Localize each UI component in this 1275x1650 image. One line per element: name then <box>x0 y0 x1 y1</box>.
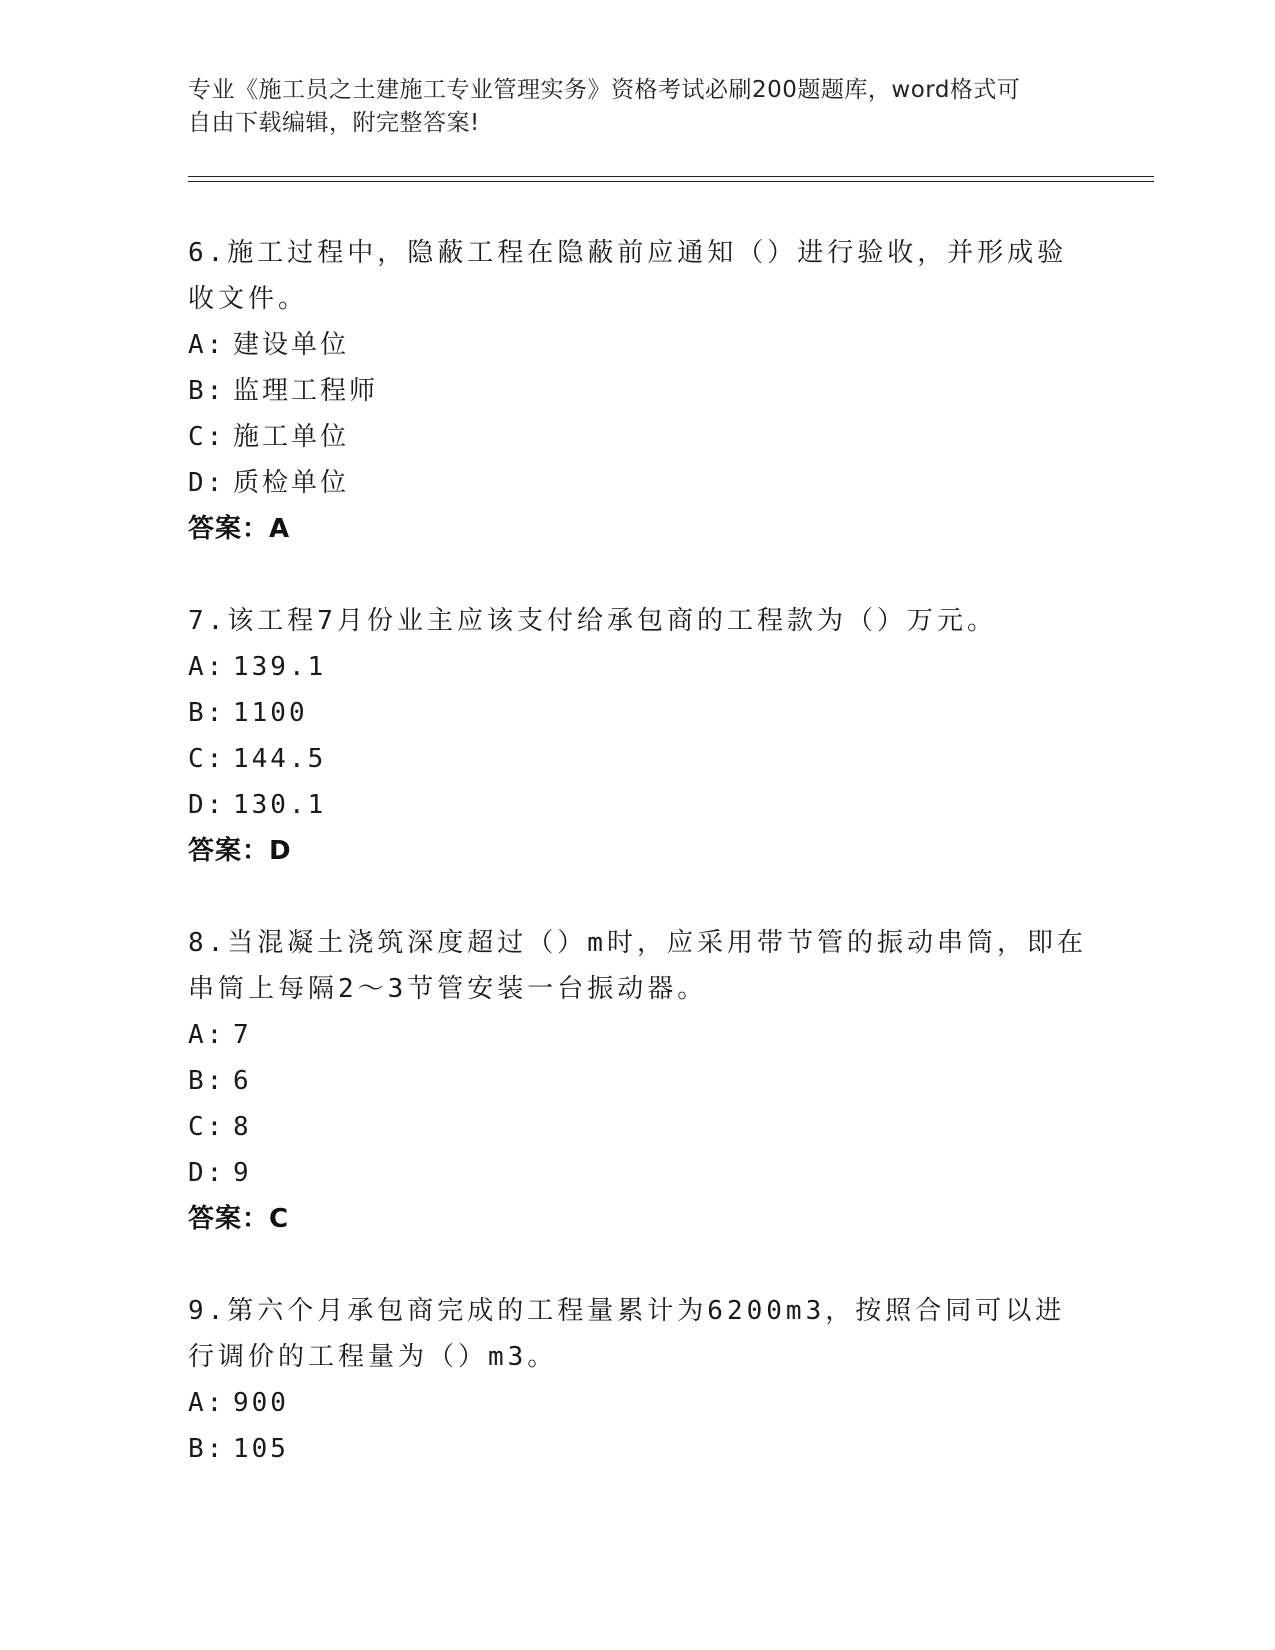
option-letter: B: <box>188 1066 226 1096</box>
answer-line: 答案：C <box>188 1204 290 1234</box>
option-a <box>188 1380 1088 1426</box>
document-header <box>188 74 1068 140</box>
question-8 <box>188 920 1088 1242</box>
question-stem: 7.该工程7月份业主应该支付给承包商的工程款为（）万元。 <box>188 606 997 636</box>
option-a <box>188 1012 1088 1058</box>
question-list <box>188 230 1088 1518</box>
option-letter: A: <box>188 1020 226 1050</box>
question-7 <box>188 598 1088 874</box>
option-b <box>188 1058 1088 1104</box>
option-text: 144.5 <box>233 744 327 774</box>
option-d <box>188 1150 1088 1196</box>
option-d <box>188 460 1088 506</box>
option-text: 建设单位 <box>233 330 350 360</box>
option-text: 质检单位 <box>233 468 350 498</box>
option-text: 1100 <box>233 698 308 728</box>
question-stem: 9.第六个月承包商完成的工程量累计为6200m3，按照合同可以进行调价的工程量为（）m3。 <box>188 1296 1066 1372</box>
option-letter: B: <box>188 1434 226 1464</box>
option-letter: C: <box>188 422 226 452</box>
option-c <box>188 1104 1088 1150</box>
option-letter: B: <box>188 376 226 406</box>
option-text: 105 <box>233 1434 289 1464</box>
question-9 <box>188 1288 1088 1472</box>
header-line-2: 自由下载编辑，附完整答案! <box>188 110 480 136</box>
option-text: 施工单位 <box>233 422 350 452</box>
option-letter: D: <box>188 790 226 820</box>
option-a <box>188 644 1088 690</box>
option-text: 130.1 <box>233 790 327 820</box>
header-line-1: 专业《施工员之土建施工专业管理实务》资格考试必刷200题题库，word格式可 <box>188 77 1021 103</box>
option-b <box>188 1426 1088 1472</box>
option-text: 139.1 <box>233 652 327 682</box>
option-text: 900 <box>233 1388 289 1418</box>
answer-line: 答案：A <box>188 514 291 544</box>
option-letter: A: <box>188 1388 226 1418</box>
option-d <box>188 782 1088 828</box>
option-c <box>188 736 1088 782</box>
option-text: 8 <box>233 1112 252 1142</box>
question-6 <box>188 230 1088 552</box>
header-divider <box>188 176 1154 182</box>
option-text: 监理工程师 <box>233 376 379 406</box>
question-stem: 6.施工过程中，隐蔽工程在隐蔽前应通知（）进行验收，并形成验收文件。 <box>188 238 1068 314</box>
option-letter: D: <box>188 1158 226 1188</box>
option-text: 6 <box>233 1066 252 1096</box>
option-text: 9 <box>233 1158 252 1188</box>
option-b <box>188 690 1088 736</box>
answer-line: 答案：D <box>188 836 292 866</box>
option-letter: D: <box>188 468 226 498</box>
option-letter: A: <box>188 652 226 682</box>
option-text: 7 <box>233 1020 252 1050</box>
option-letter: C: <box>188 744 226 774</box>
option-a <box>188 322 1088 368</box>
option-letter: B: <box>188 698 226 728</box>
option-letter: C: <box>188 1112 226 1142</box>
option-b <box>188 368 1088 414</box>
option-letter: A: <box>188 330 226 360</box>
question-stem: 8.当混凝土浇筑深度超过（）m时，应采用带节管的振动串筒，即在串筒上每隔2～3节管安装一台振动器。 <box>188 928 1087 1004</box>
option-c <box>188 414 1088 460</box>
